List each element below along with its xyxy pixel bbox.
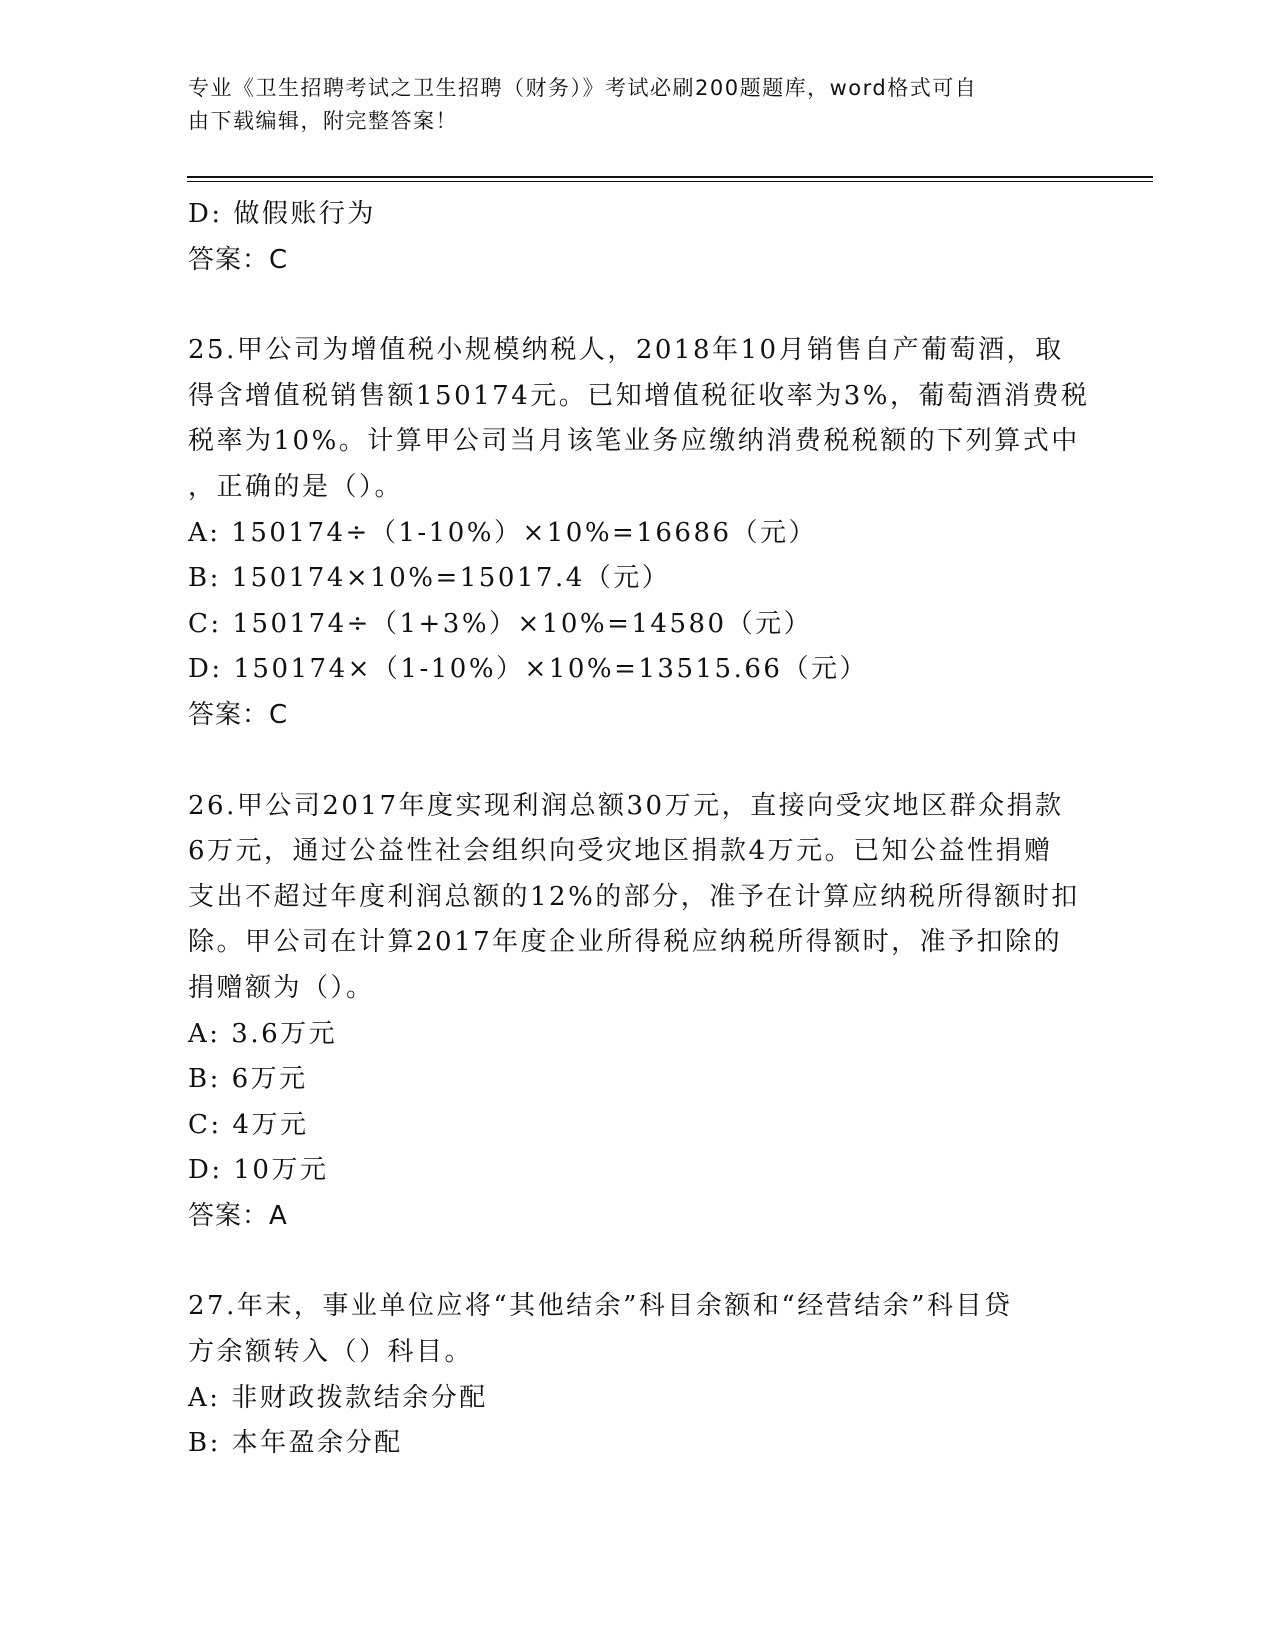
- option-b: B: 150174×10%=15017.4（元）: [188, 563, 671, 594]
- header-rule-thick: [187, 176, 1153, 178]
- answer-line: 答案：A: [188, 1200, 288, 1231]
- option-c: C: 4万元: [188, 1109, 309, 1140]
- stem-line: 26.甲公司2017年度实现利润总额30万元，直接向受灾地区群众捐款: [188, 790, 1064, 821]
- stem-line: 方余额转入（）科目。: [188, 1337, 474, 1368]
- stem-line: 支出不超过年度利润总额的12%的部分，准予在计算应纳税所得额时扣: [188, 881, 1080, 912]
- header-rule-thin: [187, 181, 1153, 182]
- header-line-1: 专业《卫生招聘考试之卫生招聘（财务）》考试必刷200题题库，word格式可自: [188, 76, 978, 100]
- answer-line: 答案：C: [188, 699, 289, 730]
- stem-line: ，正确的是（）。: [188, 471, 404, 502]
- stem-line: 25.甲公司为增值税小规模纳税人，2018年10月销售自产葡萄酒，取: [188, 335, 1064, 366]
- header-line-2: 由下载编辑，附完整答案！: [188, 109, 458, 133]
- stem-line: 税率为10%。计算甲公司当月该笔业务应缴纳消费税税额的下列算式中: [188, 426, 1080, 457]
- question-stem: [188, 1284, 1088, 1375]
- stem-line: 6万元，通过公益性社会组织向受灾地区捐款4万元。已知公益性捐赠: [188, 836, 1053, 867]
- document-body: [188, 192, 1088, 1467]
- option-d: D: 10万元: [188, 1155, 329, 1186]
- option-d: D: 做假账行为: [188, 199, 376, 229]
- option-a: A: 150174÷（1-10%）×10%=16686（元）: [188, 517, 818, 548]
- previous-question-tail: [188, 192, 1088, 283]
- option-c: C: 150174÷（1+3%）×10%=14580（元）: [188, 608, 813, 639]
- question-stem: [188, 784, 1088, 1012]
- stem-line: 除。甲公司在计算2017年度企业所得税应纳税所得额时，准予扣除的: [188, 927, 1063, 958]
- stem-line: 27.年末，事业单位应将“其他结余”科目余额和“经营结余”科目贷: [188, 1291, 1013, 1322]
- document-header: [188, 72, 1068, 138]
- question-26: [188, 784, 1088, 1240]
- answer-line: 答案：C: [188, 244, 289, 275]
- stem-line: 得含增值税销售额150174元。已知增值税征收率为3%，葡萄酒消费税: [188, 380, 1090, 411]
- option-a: A: 3.6万元: [188, 1018, 338, 1049]
- option-b: B: 6万元: [188, 1064, 308, 1095]
- question-27: [188, 1284, 1088, 1466]
- question-stem: [188, 328, 1088, 510]
- question-25: [188, 328, 1088, 738]
- option-a: A: 非财政拨款结余分配: [188, 1382, 488, 1413]
- stem-line: 捐赠额为（）。: [188, 972, 375, 1003]
- option-d: D: 150174×（1-10%）×10%=13515.66（元）: [188, 654, 868, 685]
- option-b: B: 本年盈余分配: [188, 1428, 403, 1459]
